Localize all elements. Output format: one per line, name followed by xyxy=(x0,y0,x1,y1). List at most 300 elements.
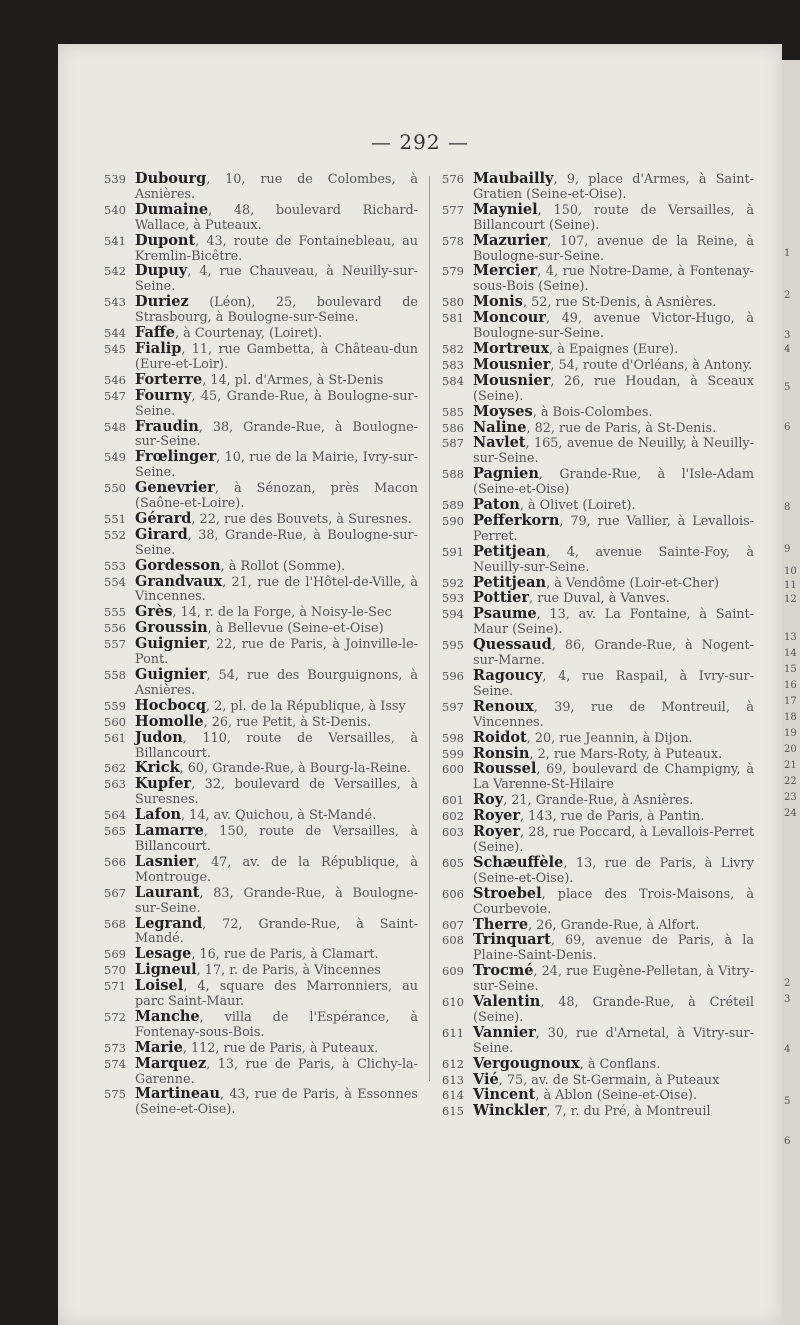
entry-number: 556 xyxy=(104,621,126,636)
page-number: — 292 — xyxy=(371,130,469,154)
entry-name: Kupfer xyxy=(135,775,192,793)
entry-address: , 11, rue Gambetta, à Château-dun (Eure-et-Loir). xyxy=(135,341,418,372)
edge-number: 21 xyxy=(784,760,797,771)
directory-entry xyxy=(104,1054,418,1088)
entry-number: 549 xyxy=(104,450,126,465)
directory-entry xyxy=(104,172,418,203)
entry-address: , 10, rue de Colombes, à Asnières. xyxy=(135,172,418,202)
entry-body xyxy=(135,172,418,203)
entry-body xyxy=(135,525,418,559)
entry-name: Psaume xyxy=(473,605,537,623)
entry-number: 602 xyxy=(442,809,464,824)
directory-entry xyxy=(442,762,754,793)
entry-number: 613 xyxy=(442,1072,464,1087)
edge-number: 13 xyxy=(784,632,797,643)
entry-address: , 112, rue de Paris, à Puteaux. xyxy=(182,1040,379,1056)
entry-address: , 4, square des Marronniers, au parc Saint-Maur. xyxy=(135,979,418,1010)
entry-address: , à Courtenay, (Loiret). xyxy=(175,326,323,342)
entry-body xyxy=(473,200,754,234)
entry-name: Gordesson xyxy=(135,556,221,574)
entry-name: Royer xyxy=(473,823,521,841)
entry-name: Pefferkorn xyxy=(473,511,560,529)
entry-name: Vannier xyxy=(473,1023,536,1041)
entry-number: 581 xyxy=(442,311,464,326)
entry-address: , 47, av. de la République, à Montrouge. xyxy=(135,854,418,885)
entry-name: Ragoucy xyxy=(473,667,543,684)
entry-name: Loisel xyxy=(135,977,184,995)
entry-body xyxy=(473,542,754,576)
entry-address: , 49, avenue Victor-Hugo, à Boulogne-sur-Seine. xyxy=(473,311,754,342)
document-page xyxy=(58,44,782,1325)
entry-address: , 22, rue des Bouvets, à Suresnes. xyxy=(191,511,412,527)
entry-number: 574 xyxy=(104,1056,126,1071)
entry-body xyxy=(473,995,754,1026)
entry-address: , 9, place d'Armes, à Saint-Gratien (Seine-et-Oise). xyxy=(473,172,754,202)
directory-entry xyxy=(104,979,418,1010)
entry-body xyxy=(473,607,754,638)
entry-name: Trocmé xyxy=(473,962,534,980)
entry-number: 591 xyxy=(442,544,464,559)
entry-address: , 16, rue de Paris, à Clamart. xyxy=(191,947,379,963)
directory-entry xyxy=(442,371,754,405)
entry-address: , 20, rue Jeannin, à Dijon. xyxy=(526,730,693,746)
entry-address: , à Vendôme (Loir-et-Cher) xyxy=(546,575,719,591)
edge-number: 1 xyxy=(784,248,791,259)
entry-number: 554 xyxy=(104,574,126,589)
column-divider xyxy=(429,176,430,1081)
entry-body xyxy=(473,964,754,995)
entry-address: , 22, rue de Paris, à Joinville-le-Pont. xyxy=(135,637,418,668)
directory-entry xyxy=(104,572,418,606)
entry-number: 589 xyxy=(442,498,464,513)
entry-body xyxy=(473,371,754,405)
entry-address: , 165, avenue de Neuilly, à Neuilly-sur-Seine. xyxy=(473,436,754,467)
entry-address: , à Sénozan, près Macon (Saône-et-Loire). xyxy=(135,481,418,512)
entry-address: , 48, Grande-Rue, à Créteil (Seine). xyxy=(473,995,754,1025)
entry-name: Petitjean xyxy=(473,542,547,560)
entry-address: , 43, route de Fontainebleau, au Kremlin-Bicêtre. xyxy=(135,233,418,264)
entry-body xyxy=(473,264,754,295)
entry-number: 593 xyxy=(442,591,464,606)
entry-number: 592 xyxy=(442,575,464,590)
entry-address: , 13, av. La Fontaine, à Saint-Maur (Seine). xyxy=(473,607,754,638)
entry-address: , 69, boulevard de Champigny, à La Varenne-St-Hilaire xyxy=(473,762,754,793)
entry-name: Laurant xyxy=(135,883,200,901)
entry-name: Schæuffèle xyxy=(473,853,564,871)
entry-address: , à Bellevue (Seine-et-Oise) xyxy=(207,621,384,637)
entry-number: 578 xyxy=(442,233,464,248)
entry-address: , 52, rue St-Denis, à Asnières. xyxy=(522,295,717,311)
entry-name: Gérard xyxy=(135,509,192,527)
entry-number: 588 xyxy=(442,467,464,482)
entry-number: 569 xyxy=(104,947,126,962)
edge-number: 16 xyxy=(784,680,797,691)
entry-body xyxy=(135,777,418,808)
entry-name: Vergougnoux xyxy=(473,1054,580,1072)
entry-name: Roy xyxy=(473,791,504,809)
edge-number: 24 xyxy=(784,808,797,819)
entry-name: Pottier xyxy=(473,589,529,607)
entry-address: , 21, Grande-Rue, à Asnières. xyxy=(503,793,694,809)
entry-name: Manche xyxy=(135,1007,200,1025)
entry-number: 570 xyxy=(104,963,126,978)
entry-number: 609 xyxy=(442,964,464,979)
entry-body xyxy=(135,1054,418,1088)
left-column xyxy=(104,172,418,1118)
entry-number: 568 xyxy=(104,916,126,931)
edge-number: 2 xyxy=(784,978,791,989)
entry-name: Faffe xyxy=(135,324,176,342)
entry-name: Moncour xyxy=(473,309,546,327)
entry-address: , 14, av. Quichou, à St-Mandé. xyxy=(181,808,377,824)
entry-body xyxy=(135,852,418,886)
edge-number: 4 xyxy=(784,344,791,355)
entry-number: 561 xyxy=(104,730,126,745)
entry-name: Mercier xyxy=(473,262,538,280)
entry-address: , 107, avenue de la Reine, à Boulogne-sur-Seine. xyxy=(473,233,754,264)
entry-name: Grandvaux xyxy=(135,572,223,590)
entry-address: , 79, rue Vallier, à Levallois-Perret. xyxy=(473,513,754,544)
edge-number: 20 xyxy=(784,744,797,755)
directory-entry xyxy=(104,883,418,917)
directory-entry xyxy=(442,933,754,964)
entry-address: , 26, rue Petit, à St-Denis. xyxy=(203,714,372,730)
entry-name: Marquez xyxy=(135,1054,207,1072)
entry-name: Therre xyxy=(473,915,529,933)
entry-name: Petitjean xyxy=(473,573,547,591)
entry-number: 615 xyxy=(442,1104,464,1119)
entry-number: 612 xyxy=(442,1056,464,1071)
entry-body xyxy=(473,231,754,265)
entry-name: Frœlinger xyxy=(135,448,217,466)
entry-name: Royer xyxy=(473,807,521,825)
entry-body xyxy=(135,295,418,326)
entry-name: Pagnien xyxy=(473,465,539,483)
entry-name: Fraudin xyxy=(135,417,199,435)
entry-address: , 30, rue d'Arnetal, à Vitry-sur-Seine. xyxy=(473,1025,754,1056)
entry-number: 553 xyxy=(104,558,126,573)
directory-entry xyxy=(104,824,418,855)
directory-entry xyxy=(442,1104,754,1120)
entry-number: 555 xyxy=(104,605,126,620)
entry-address: , 24, rue Eugène-Pelletan, à Vitry-sur-Seine. xyxy=(473,964,754,995)
entry-address: , 26, Grande-Rue, à Alfort. xyxy=(528,917,700,933)
entry-body xyxy=(135,1087,418,1118)
directory-entry xyxy=(442,853,754,887)
entry-number: 606 xyxy=(442,886,464,901)
entry-number: 558 xyxy=(104,668,126,682)
edge-number: 8 xyxy=(784,502,791,513)
directory-entry xyxy=(104,728,418,762)
edge-number: 22 xyxy=(784,776,797,787)
entry-body xyxy=(135,572,418,606)
directory-entry xyxy=(442,436,754,467)
entry-body xyxy=(135,668,418,699)
entry-address: , à Ablon (Seine-et-Oise). xyxy=(535,1088,698,1104)
directory-entry xyxy=(104,386,418,420)
entry-name: Quessaud xyxy=(473,636,552,654)
entry-number: 583 xyxy=(442,357,464,372)
entry-address: , 45, Grande-Rue, à Boulogne-sur-Seine. xyxy=(135,388,418,419)
entry-body xyxy=(473,1104,754,1120)
directory-entry xyxy=(104,852,418,886)
directory-entry xyxy=(442,1023,754,1057)
entry-name: Fialip xyxy=(135,339,182,357)
entry-address: , à Rollot (Somme). xyxy=(220,558,346,574)
entry-number: 614 xyxy=(442,1088,464,1103)
entry-body xyxy=(135,883,418,917)
edge-number: 18 xyxy=(784,712,797,723)
edge-number: 23 xyxy=(784,792,797,803)
directory-entry xyxy=(104,231,418,265)
entry-name: Legrand xyxy=(135,914,203,932)
directory-entry xyxy=(104,339,418,373)
directory-entry xyxy=(442,467,754,498)
entry-number: 601 xyxy=(442,793,464,808)
entry-number: 572 xyxy=(104,1009,126,1024)
entry-name: Girard xyxy=(135,525,188,543)
entry-address: , 14, r. de la Forge, à Noisy-le-Sec xyxy=(172,605,392,621)
entry-name: Dumaine xyxy=(135,200,209,218)
entry-address: , 13, rue de Paris, à Livry (Seine-et-Oise). xyxy=(473,855,754,886)
directory-entry xyxy=(442,311,754,342)
entry-body xyxy=(473,172,754,203)
edge-number: 15 xyxy=(784,664,797,675)
entry-body xyxy=(135,417,418,451)
entry-name: Monis xyxy=(473,293,523,311)
entry-address: , 38, Grande-Rue, à Boulogne-sur-Seine. xyxy=(135,419,418,450)
entry-address: , 21, rue de l'Hôtel-de-Ville, à Vincennes. xyxy=(135,574,418,605)
entry-name: Groussin xyxy=(135,619,208,637)
entry-body xyxy=(473,1054,754,1073)
entry-address: , à Conflans. xyxy=(579,1056,661,1072)
entry-name: Valentin xyxy=(473,993,541,1011)
entry-address: , à Olivet (Loiret). xyxy=(519,498,636,514)
entry-number: 605 xyxy=(442,855,464,870)
entry-name: Duriez xyxy=(135,293,189,311)
directory-entry xyxy=(104,264,418,295)
entry-address: , 38, Grande-Rue, à Boulogne-sur-Seine. xyxy=(135,527,418,558)
entry-address: , 4, avenue Sainte-Foy, à Neuilly-sur-Seine. xyxy=(473,544,754,575)
entry-address: , 82, rue de Paris, à St-Denis. xyxy=(526,420,717,436)
entry-number: 560 xyxy=(104,714,126,729)
entry-name: Judon xyxy=(135,728,183,746)
directory-entry xyxy=(104,525,418,559)
entry-number: 579 xyxy=(442,264,464,279)
entry-number: 586 xyxy=(442,420,464,435)
entry-number: 545 xyxy=(104,341,126,356)
directory-entry xyxy=(104,417,418,451)
directory-entry xyxy=(104,668,418,699)
entry-name: Marie xyxy=(135,1038,183,1056)
adjacent-page-edge xyxy=(782,60,800,1325)
directory-entry xyxy=(442,964,754,995)
entry-number: 607 xyxy=(442,917,464,932)
entry-name: Naline xyxy=(473,418,527,436)
entry-address: , 10, rue de la Mairie, Ivry-sur-Seine. xyxy=(135,450,418,481)
entry-number: 582 xyxy=(442,341,464,356)
entry-number: 541 xyxy=(104,233,126,248)
directory-entry xyxy=(442,264,754,295)
edge-number: 2 xyxy=(784,290,791,301)
entry-name: Trinquart xyxy=(473,931,551,949)
entry-number: 550 xyxy=(104,481,126,496)
entry-address: (Léon), 25, boulevard de Strasbourg, à Boulogne-sur-Seine. xyxy=(135,295,418,326)
entry-address: , Grande-Rue, à l'Isle-Adam (Seine-et-Oise) xyxy=(473,467,754,498)
entry-name: Mousnier xyxy=(473,355,551,373)
entry-address: , 26, rue Houdan, à Sceaux (Seine). xyxy=(473,373,754,404)
edge-number: 14 xyxy=(784,648,797,659)
entry-address: , 14, pl. d'Armes, à St-Denis xyxy=(202,372,384,388)
edge-number: 9 xyxy=(784,544,791,555)
entry-name: Winckler xyxy=(473,1102,547,1120)
entry-body xyxy=(473,311,754,342)
directory-entry xyxy=(442,607,754,638)
edge-number: 5 xyxy=(784,382,791,393)
directory-entry xyxy=(104,637,418,668)
entry-address: , 60, Grande-Rue, à Bourg-la-Reine. xyxy=(179,761,411,777)
directory-entry xyxy=(442,697,754,731)
entry-body xyxy=(135,1007,418,1041)
entry-body xyxy=(135,637,418,668)
entry-number: 571 xyxy=(104,979,126,994)
entry-number: 539 xyxy=(104,172,126,186)
entry-number: 584 xyxy=(442,373,464,388)
directory-entry xyxy=(442,511,754,545)
entry-address: , 143, rue de Paris, à Pantin. xyxy=(520,809,705,825)
entry-body xyxy=(473,511,754,545)
entry-body xyxy=(135,264,418,295)
entry-body xyxy=(473,884,754,918)
entry-name: Mousnier xyxy=(473,371,551,389)
entry-number: 552 xyxy=(104,527,126,542)
entry-body xyxy=(135,231,418,265)
entry-number: 576 xyxy=(442,172,464,186)
entry-number: 595 xyxy=(442,638,464,653)
entry-body xyxy=(473,697,754,731)
entry-address: , 4, rue Chauveau, à Neuilly-sur-Seine. xyxy=(135,264,418,295)
entry-number: 603 xyxy=(442,825,464,840)
edge-number: 12 xyxy=(784,594,797,605)
directory-entry xyxy=(442,542,754,576)
entry-number: 610 xyxy=(442,995,464,1010)
entry-number: 577 xyxy=(442,202,464,217)
entry-number: 575 xyxy=(104,1087,126,1102)
directory-entry xyxy=(442,200,754,234)
entry-body xyxy=(473,467,754,498)
entry-number: 563 xyxy=(104,777,126,792)
edge-number: 5 xyxy=(784,1096,791,1107)
edge-number: 3 xyxy=(784,994,791,1005)
entry-name: Mazurier xyxy=(473,231,548,249)
entry-name: Lesage xyxy=(135,945,192,963)
entry-number: 608 xyxy=(442,933,464,948)
entry-address: , villa de l'Espérance, à Fontenay-sous-Bois. xyxy=(135,1009,418,1040)
entry-address: , 43, rue de Paris, à Essonnes (Seine-et-Oise). xyxy=(135,1087,418,1118)
entry-name: Lamarre xyxy=(135,822,204,840)
edge-number: 11 xyxy=(784,580,797,591)
entry-number: 587 xyxy=(442,436,464,451)
directory-entry xyxy=(442,884,754,918)
entry-address: , 54, route d'Orléans, à Antony. xyxy=(550,357,753,373)
entry-number: 548 xyxy=(104,419,126,434)
entry-number: 596 xyxy=(442,669,464,683)
entry-name: Guignier xyxy=(135,635,207,653)
entry-address: , 72, Grande-Rue, à Saint-Mandé. xyxy=(135,916,418,947)
entry-body xyxy=(473,436,754,467)
entry-name: Genevrier xyxy=(135,479,215,497)
entry-address: , 69, avenue de Paris, à la Plaine-Saint-Denis. xyxy=(473,933,754,964)
entry-name: Vié xyxy=(473,1070,499,1088)
entry-number: 566 xyxy=(104,854,126,869)
entry-name: Ronsin xyxy=(473,744,530,762)
entry-name: Maubailly xyxy=(473,170,554,187)
entry-number: 573 xyxy=(104,1040,126,1055)
entry-address: , 150, route de Versailles, à Billancourt. xyxy=(135,824,418,854)
entry-number: 543 xyxy=(104,295,126,310)
entry-name: Dupont xyxy=(135,231,196,249)
entry-address: , à Bois-Colombes. xyxy=(532,404,653,420)
entry-name: Fourny xyxy=(135,386,192,404)
entry-number: 559 xyxy=(104,698,126,713)
entry-address: , place des Trois-Maisons, à Courbevoie. xyxy=(473,886,754,917)
entry-name: Dubourg xyxy=(135,170,207,187)
entry-name: Lafon xyxy=(135,806,182,824)
entry-name: Renoux xyxy=(473,697,534,715)
entry-name: Vincent xyxy=(473,1086,536,1104)
edge-number: 3 xyxy=(784,330,791,341)
entry-number: 585 xyxy=(442,404,464,419)
entry-body xyxy=(473,825,754,856)
entry-body xyxy=(473,933,754,964)
entry-number: 598 xyxy=(442,730,464,745)
entry-address: , 39, rue de Montreuil, à Vincennes. xyxy=(473,699,754,730)
entry-name: Grès xyxy=(135,603,173,621)
entry-address: , 54, rue des Bourguignons, à Asnières. xyxy=(135,668,418,698)
entry-name: Mayniel xyxy=(473,200,538,218)
entry-name: Navlet xyxy=(473,434,526,452)
directory-entry xyxy=(104,200,418,234)
entry-name: Stroebel xyxy=(473,884,542,902)
entry-body xyxy=(135,450,418,481)
entry-address: , 32, boulevard de Versailles, à Suresnes. xyxy=(135,777,418,808)
edge-number: 6 xyxy=(784,422,791,433)
entry-body xyxy=(473,669,754,700)
directory-entry xyxy=(104,450,418,481)
entry-number: 611 xyxy=(442,1025,464,1040)
entry-address: , à Epaignes (Eure). xyxy=(549,341,679,357)
entry-number: 590 xyxy=(442,513,464,528)
entry-name: Roidot xyxy=(473,728,527,746)
directory-entry xyxy=(104,481,418,512)
entry-address: , 83, Grande-Rue, à Boulogne-sur-Seine. xyxy=(135,885,418,916)
entry-body xyxy=(473,1023,754,1057)
entry-number: 544 xyxy=(104,326,126,341)
entry-number: 564 xyxy=(104,808,126,823)
entry-number: 594 xyxy=(442,607,464,622)
edge-number: 4 xyxy=(784,1044,791,1055)
entry-address: , 110, route de Versailles, à Billancourt. xyxy=(135,730,418,761)
entry-address: , 48, boulevard Richard-Wallace, à Puteaux. xyxy=(135,202,418,233)
entry-number: 547 xyxy=(104,388,126,403)
entry-number: 546 xyxy=(104,372,126,387)
entry-number: 562 xyxy=(104,761,126,776)
entry-address: , 75, av. de St-Germain, à Puteaux xyxy=(498,1072,720,1088)
entry-body xyxy=(135,481,418,512)
entry-number: 542 xyxy=(104,264,126,279)
entry-address: , 4, rue Raspail, à Ivry-sur-Seine. xyxy=(473,669,754,699)
entry-name: Martineau xyxy=(135,1085,220,1103)
